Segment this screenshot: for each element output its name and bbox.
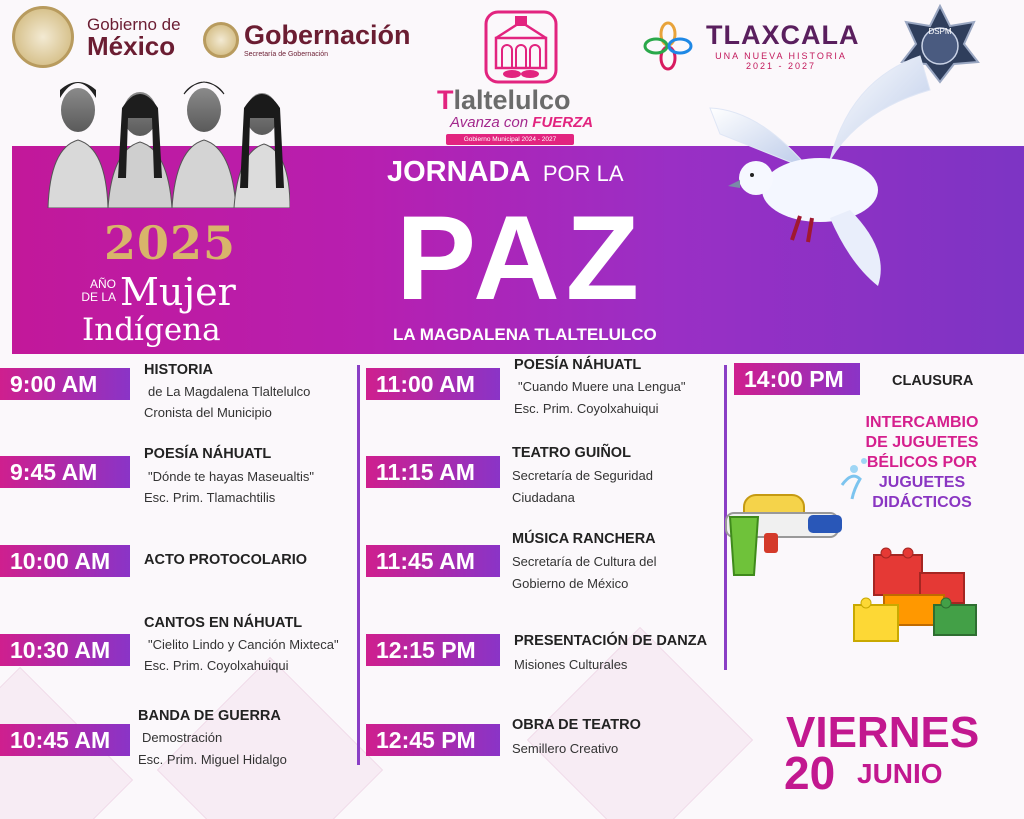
event-detail: "Dónde te hayas Maseualtis" xyxy=(148,469,315,484)
slogan-text: Avanza con xyxy=(450,114,529,131)
gobernacion-seal-icon xyxy=(203,22,239,58)
event-detail: Esc. Prim. Miguel Hidalgo xyxy=(138,752,287,767)
time-badge: 9:00 AM xyxy=(0,368,130,400)
ano-de-la-label xyxy=(72,278,116,304)
ano-line2: DE LA xyxy=(81,290,116,304)
date-weekday: VIERNES xyxy=(786,708,980,757)
event-detail: Esc. Prim. Coyolxahuiqui xyxy=(514,401,659,416)
exchange-line3: BÉLICOS POR xyxy=(866,454,978,471)
toys-illustration xyxy=(724,455,984,645)
jornada-heading xyxy=(387,156,624,189)
ano-line1: AÑO xyxy=(89,277,116,291)
time-badge: 9:45 AM xyxy=(0,456,130,488)
mujer-label: Mujer xyxy=(120,270,236,314)
tlaxcala-years: 2021 - 2027 xyxy=(745,61,817,71)
tlaltelulco-name-initial: T xyxy=(437,85,454,115)
time-badge: 11:15 AM xyxy=(366,456,500,488)
indigena-label: Indígena xyxy=(82,312,221,348)
gobierno-de-mexico-logo xyxy=(87,16,181,59)
date-day: 20 xyxy=(784,747,836,799)
jornada-label: JORNADA xyxy=(387,156,531,188)
time-badge: 11:45 AM xyxy=(366,545,500,577)
tlaltelulco-slogan xyxy=(450,114,593,131)
time-badge: 11:00 AM xyxy=(366,368,500,400)
place-label: LA MAGDALENA TLALTELULCO xyxy=(393,325,657,344)
event-detail: Esc. Prim. Coyolxahuiqui xyxy=(144,658,289,673)
event-detail: Ciudadana xyxy=(512,490,575,505)
por-la-label: POR LA xyxy=(542,161,624,186)
time-badge: 10:30 AM xyxy=(0,634,130,666)
gobernacion-subtitle: Secretaría de Gobernación xyxy=(244,51,329,58)
indigenous-women-illustration xyxy=(38,68,290,208)
event-detail: de La Magdalena Tlaltelulco xyxy=(148,384,311,399)
event-title: MÚSICA RANCHERA xyxy=(512,531,656,547)
event-title: ACTO PROTOCOLARIO xyxy=(144,552,307,568)
event-detail: "Cuando Muere una Lengua" xyxy=(518,379,686,394)
time-badge: 14:00 PM xyxy=(734,363,860,395)
date-month: JUNIO xyxy=(857,758,943,789)
slogan-accent: FUERZA xyxy=(532,114,594,131)
event-title: PRESENTACIÓN DE DANZA xyxy=(514,633,708,649)
tlaxcala-subtitle: UNA NUEVA HISTORIA xyxy=(715,51,847,61)
gob-mexico-line1: Gobierno de xyxy=(87,15,181,34)
gobernacion-logo xyxy=(244,20,411,58)
event-title: POESÍA NÁHUATL xyxy=(514,357,642,373)
exchange-line2: DE JUGUETES xyxy=(865,434,979,451)
event-title: BANDA DE GUERRA xyxy=(138,708,281,724)
event-detail: Gobierno de México xyxy=(512,576,629,591)
year-2025: 2025 xyxy=(104,216,237,270)
event-title: HISTORIA xyxy=(144,362,214,378)
event-detail: Secretaría de Seguridad xyxy=(512,468,653,483)
event-detail: Cronista del Municipio xyxy=(144,405,272,420)
event-detail: Misiones Culturales xyxy=(514,657,628,672)
exchange-line5: DIDÁCTICOS xyxy=(872,494,972,511)
tlaltelulco-name xyxy=(437,85,571,116)
event-title: CANTOS EN NÁHUATL xyxy=(144,615,303,631)
time-badge: 10:00 AM xyxy=(0,545,130,577)
event-title: OBRA DE TEATRO xyxy=(512,717,641,733)
exchange-line4: JUGUETES xyxy=(878,474,966,491)
tlaltelulco-building-icon xyxy=(482,8,560,86)
event-detail: Semillero Creativo xyxy=(512,741,619,756)
event-detail: Demostración xyxy=(142,730,223,745)
tlaltelulco-name-rest: laltelulco xyxy=(453,85,571,115)
paz-title: PAZ xyxy=(396,191,646,325)
gob-mexico-line2: México xyxy=(87,31,176,61)
tlaxcala-title: TLAXCALA xyxy=(706,20,860,50)
gobernacion-title: Gobernación xyxy=(244,20,411,50)
mexico-seal-icon xyxy=(12,6,74,68)
time-badge: 12:15 PM xyxy=(366,634,500,666)
tlaxcala-flower-icon xyxy=(642,20,694,72)
tlaltelulco-term-bar: Gobierno Municipal 2024 - 2027 xyxy=(446,134,574,145)
event-title: POESÍA NÁHUATL xyxy=(144,446,272,462)
event-detail: "Cielito Lindo y Canción Mixteca" xyxy=(148,637,339,652)
column-divider xyxy=(357,365,360,765)
peace-dove-illustration xyxy=(700,50,940,290)
badge-text: DSPM xyxy=(928,27,952,36)
time-badge: 12:45 PM xyxy=(366,724,500,756)
time-badge: 10:45 AM xyxy=(0,724,130,756)
exchange-line1: INTERCAMBIO xyxy=(865,414,979,431)
event-title: TEATRO GUIÑOL xyxy=(512,445,631,461)
event-detail: Esc. Prim. Tlamachtilis xyxy=(144,490,276,505)
event-detail: Secretaría de Cultura del xyxy=(512,554,657,569)
event-title: CLAUSURA xyxy=(892,373,974,389)
